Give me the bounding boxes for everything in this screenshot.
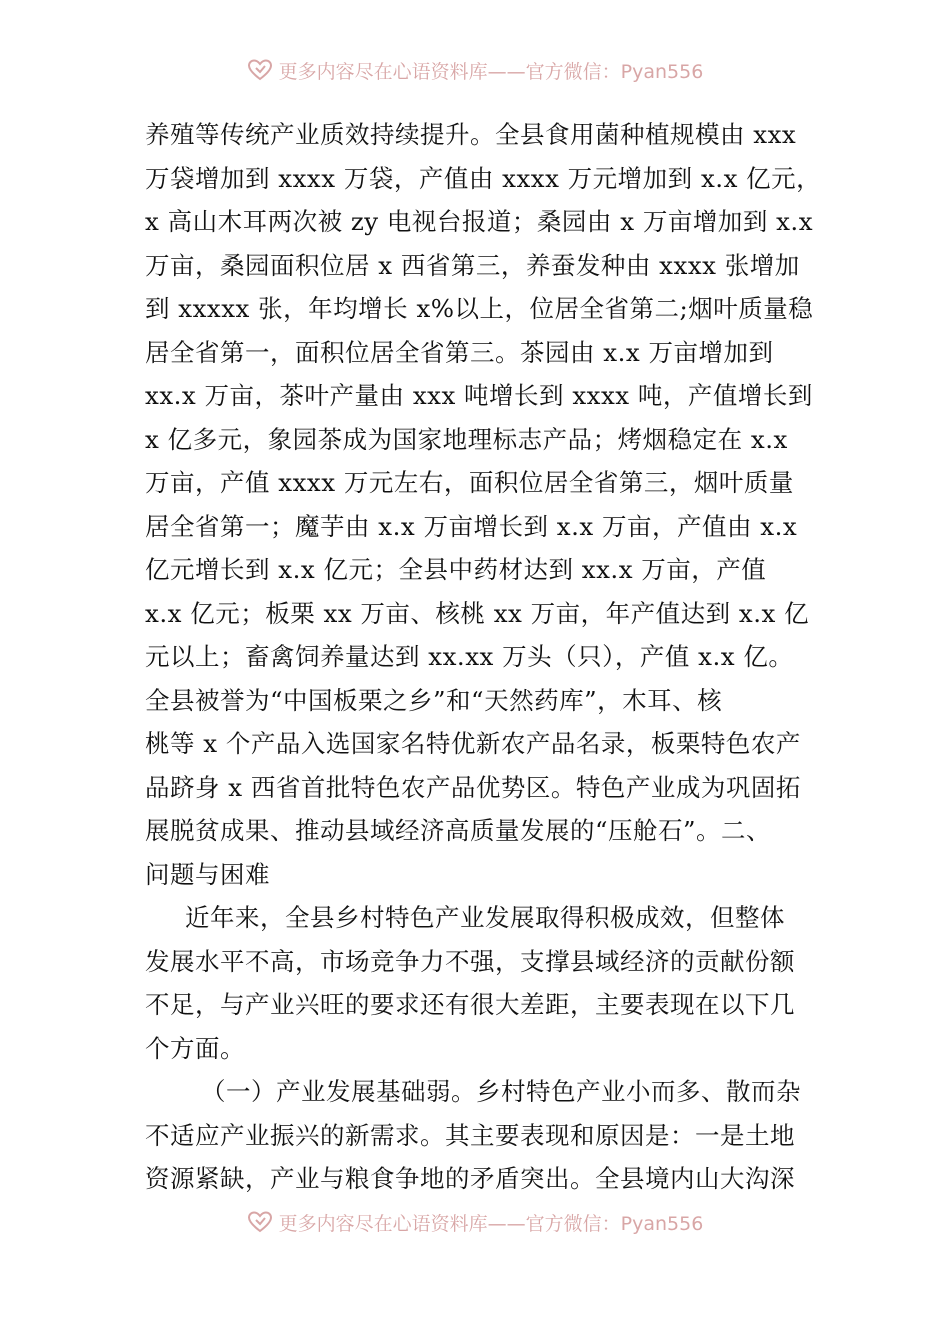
text-line: （一）产业发展基础弱。乡村特色产业小而多、散而杂 — [201, 1077, 801, 1106]
text-line: 万亩，桑园面积位居 x 西省第三，养蚕发种由 xxxx 张增加 — [145, 250, 800, 280]
text-line: x 高山木耳两次被 zy 电视台报道；桑园由 x 万亩增加到 x.x — [145, 207, 814, 236]
watermark-text: 更多内容尽在心语资料库——官方微信：Pyan556 — [278, 60, 704, 83]
text-line: 居全省第一，面积位居全省第三。茶园由 x.x 万亩增加到 — [145, 337, 774, 367]
text-line: 品跻身 x 西省首批特色农产品优势区。特色产业成为巩固拓 — [145, 772, 801, 802]
text-line: 不适应产业振兴的新需求。其主要表现和原因是：一是土地 — [145, 1120, 795, 1150]
text-line: 发展水平不高，市场竞争力不强，支撑县域经济的贡献份额 — [145, 946, 795, 976]
text-line: xx.x 万亩，茶叶产量由 xxx 吨增长到 xxxx 吨，产值增长到 — [145, 381, 813, 410]
text-line: 不足，与产业兴旺的要求还有很大差距，主要表现在以下几 — [145, 990, 795, 1019]
heart-logo-icon — [247, 58, 273, 82]
text-line: 问题与困难 — [145, 859, 270, 889]
text-line: 到 xxxxx 张，年均增长 x%以上，位居全省第二;烟叶质量稳 — [145, 294, 814, 323]
watermark-text: 更多内容尽在心语资料库——官方微信：Pyan556 — [278, 1212, 704, 1235]
watermark-header — [0, 54, 950, 86]
text-line: 展脱贫成果、推动县域经济高质量发展的“压舱石”。二、 — [145, 816, 772, 845]
text-line: 元以上；畜禽饲养量达到 xx.xx 万头（只），产值 x.x 亿。 — [145, 642, 794, 671]
text-line: 亿元增长到 x.x 亿元；全县中药材达到 xx.x 万亩，产值 — [145, 555, 767, 584]
text-line: 全县被誉为“中国板栗之乡”和“天然药库”，木耳、核 — [145, 685, 723, 715]
text-line: 万袋增加到 xxxx 万袋，产值由 xxxx 万元增加到 x.x 亿元， — [145, 163, 822, 193]
text-line: 桃等 x 个产品入选国家名特优新农产品名录，板栗特色农产 — [145, 729, 801, 758]
watermark-footer — [0, 1206, 950, 1238]
text-line: 万亩，产值 xxxx 万元左右，面积位居全省第三，烟叶质量 — [145, 468, 794, 497]
text-line: 近年来，全县乡村特色产业发展取得积极成效，但整体 — [185, 903, 785, 932]
text-line: x 亿多元，象园茶成为国家地理标志产品；烤烟稳定在 x.x — [145, 424, 788, 454]
text-line: 居全省第一；魔芋由 x.x 万亩增长到 x.x 万亩，产值由 x.x — [145, 511, 798, 541]
heart-logo-icon — [247, 1210, 273, 1234]
text-line: 养殖等传统产业质效持续提升。全县食用菌种植规模由 xxx — [145, 120, 797, 149]
document-body — [145, 113, 822, 1201]
text-line: 资源紧缺，产业与粮食争地的矛盾突出。全县境内山大沟深 — [145, 1164, 795, 1193]
text-line: x.x 亿元；板栗 xx 万亩、核桃 xx 万亩，年产值达到 x.x 亿 — [145, 598, 810, 628]
text-line: 个方面。 — [145, 1033, 245, 1063]
